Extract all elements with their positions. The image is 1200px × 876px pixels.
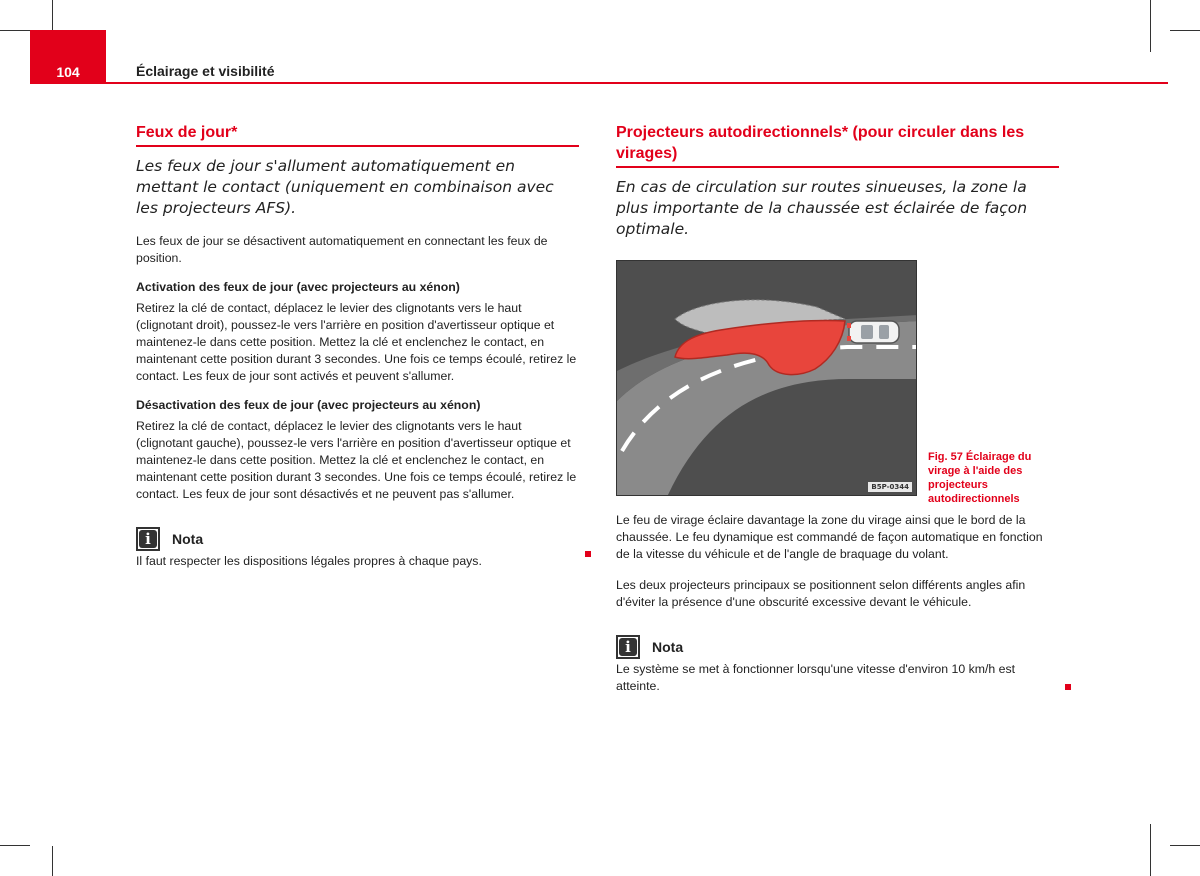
page-number: 104: [56, 64, 80, 80]
crop-mark: [0, 845, 30, 846]
info-icon: i: [136, 527, 160, 551]
section-lead: En cas de circulation sur routes sinueuses, la zone la plus importante de la chaussée est éclairée de façon optimale.: [616, 178, 1028, 238]
crop-mark: [1150, 0, 1151, 52]
cornering-illustration: [617, 261, 917, 496]
right-column: [616, 122, 1059, 695]
page-number-tab: [30, 30, 106, 84]
note-header: [136, 527, 579, 551]
note-title: Nota: [172, 531, 204, 547]
headlights-paragraph: Les deux projecteurs principaux se positionnent selon différents angles afin d'éviter la présence d'une obscurité excessive devant le véhicule.: [616, 578, 1026, 609]
end-of-section-icon: [1065, 684, 1071, 690]
figure-caption: Fig. 57 Éclairage du virage à l'aide des projecteurs autodirectionnels: [928, 451, 1032, 505]
section-lead: Les feux de jour s'allument automatiquement en mettant le contact (uniquement en combinaison avec les projecteurs AFS).: [136, 157, 554, 217]
crop-mark: [1170, 845, 1200, 846]
header-rule: [106, 82, 1168, 84]
note-text: [616, 661, 1059, 695]
cornering-light-figure: [616, 260, 917, 496]
crop-mark: [52, 0, 53, 30]
end-of-section-icon: [585, 551, 591, 557]
crop-mark: [1170, 30, 1200, 31]
note-text-content: Il faut respecter les dispositions légales propres à chaque pays.: [136, 554, 482, 568]
info-icon: i: [616, 635, 640, 659]
note-text: [136, 553, 579, 570]
cornering-paragraph: Le feu de virage éclaire davantage la zone du virage ainsi que le bord de la chaussée. Le feu dynamique est commandé de façon automatique en fonction de la vitesse du véhicule et de l'angle de braquage du volant.: [616, 513, 1043, 561]
intro-paragraph: Les feux de jour se désactivent automatiquement en connectant les feux de position.: [136, 234, 548, 265]
note-header: [616, 635, 1059, 659]
activation-heading: Activation des feux de jour (avec projecteurs au xénon): [136, 280, 460, 294]
note-text-content: Le système se met à fonctionner lorsqu'une vitesse d'environ 10 km/h est atteinte.: [616, 662, 1016, 693]
deactivation-heading: Désactivation des feux de jour (avec projecteurs au xénon): [136, 398, 481, 412]
section-title-daytime-lights: Feux de jour*: [136, 122, 579, 147]
left-column: [136, 122, 579, 570]
crop-mark: [1150, 824, 1151, 876]
figure-code: B5P-0344: [868, 482, 912, 492]
section-title-adaptive-headlights: Projecteurs autodirectionnels* (pour circuler dans les virages): [616, 122, 1059, 168]
crop-mark: [0, 30, 30, 31]
note-title: Nota: [652, 639, 684, 655]
car-icon: [847, 321, 899, 343]
figure-block: [616, 260, 1059, 505]
deactivation-paragraph: Retirez la clé de contact, déplacez le levier des clignotants vers le haut (clignotant gauche), poussez-le vers l'arrière en position d'avertisseur optique et maintenez-le dans cette position. Mettez la clé et enclenchez le contact, en maintenant cette position durant 3 secondes. Une fois ce temps écoulé, retirez le contact. Les feux de jour sont désactivés et ne peuvent pas s'allumer.: [136, 419, 577, 501]
crop-mark: [52, 846, 53, 876]
chapter-title: Éclairage et visibilité: [136, 63, 275, 79]
activation-paragraph: Retirez la clé de contact, déplacez le levier des clignotants vers le haut (clignotant droit), poussez-le vers l'arrière en position d'avertisseur optique et maintenez-le dans cette position. Mettez la clé et enclenchez le contact, en maintenant cette position durant 3 secondes. Une fois ce temps écoulé, retirez le contact. Les feux de jour sont activés et peuvent s'allumer.: [136, 301, 577, 383]
